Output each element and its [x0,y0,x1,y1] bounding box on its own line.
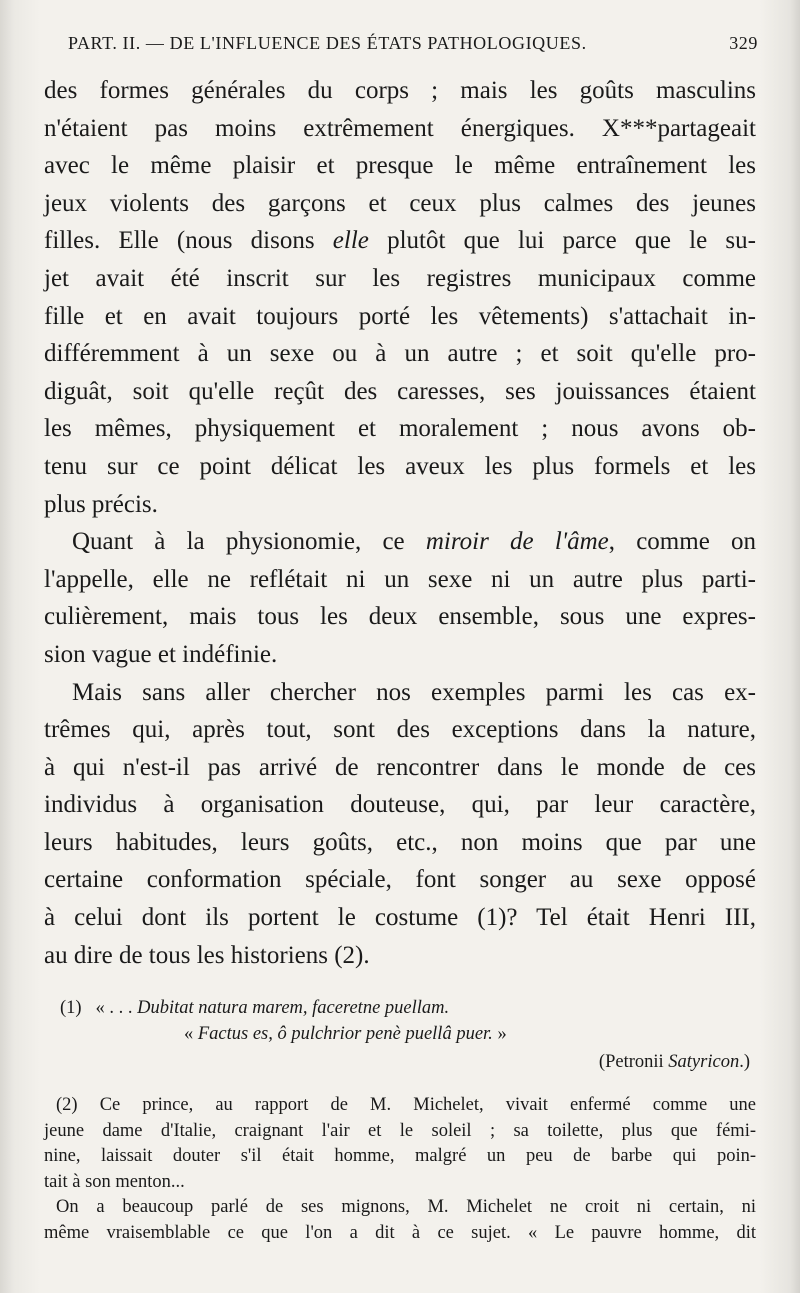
text-line: culièrement, mais tous les deux ensemble, sous une expres- [44,603,756,631]
text-line: trêmes qui, après tout, sont des exceptions dans la nature, [44,716,756,744]
source-title: Satyricon [668,1052,740,1072]
quote-close: » [492,1024,507,1044]
text-line: Mais sans aller chercher nos exemples parmi les cas ex- [72,678,756,706]
page-number: 329 [729,33,758,53]
text-line: au dire de tous les historiens (2). [44,941,370,969]
footnote-1-line-1 [60,995,449,1021]
footnote-2 [44,1093,756,1195]
footnote-line: nine, laissait douter s'il était homme, malgré un peu de barbe qui poin- [44,1146,756,1166]
text-segment: Quant à la physionomie, ce [72,528,426,556]
text-line: individus à organisation douteuse, qui, par leur caractère, [44,791,756,819]
footnote-line: On a beaucoup parlé de ses mignons, M. Michelet ne croit ni certain, ni [56,1197,756,1217]
text-line [44,523,756,561]
text-line: certaine conformation spéciale, font songer au sexe opposé [44,866,756,894]
text-segment: plutôt que lui parce que le su- [368,227,756,255]
text-line: plus précis. [44,490,158,518]
source-text: .) [739,1052,750,1072]
footnote-line: jeune dame d'Italie, craignant l'air et le soleil ; sa toilette, plus que fémi- [44,1120,756,1141]
text-line: sion vague et indéfinie. [44,640,278,668]
main-text [44,72,756,974]
quote-open: « [184,1024,198,1044]
text-line: fille et en avait toujours porté les vêtements) s'attachait in- [44,302,756,330]
text-line: différemment à un sexe ou à un autre ; et soit qu'elle pro- [44,340,756,368]
italic-phrase: miroir de l'âme [425,528,609,556]
footnote-line: tait à son menton... [44,1171,185,1192]
footnote-line: (2) Ce prince, au rapport de M. Michelet, vivait enfermé comme une [56,1095,756,1115]
text-segment: , comme on [608,528,756,556]
latin-verse: Factus es, ô pulchrior penè puellâ puer. [197,1024,493,1044]
footnote-marker: (1) [60,998,82,1018]
running-title: PART. II. — DE L'INFLUENCE DES ÉTATS PATHOLOGIQUES. [68,33,587,53]
latin-verse: Dubitat natura marem, faceretne puellam. [137,998,450,1018]
text-line: diguât, soit qu'elle reçût des caresses, ses jouissances étaient [44,377,756,405]
text-segment: filles. Elle (nous disons [44,227,333,255]
text-line: l'appelle, elle ne reflétait ni un sexe ni un autre plus parti- [44,565,756,593]
text-line: à celui dont ils portent le costume (1)? Tel était Henri III, [44,904,756,932]
text-line: tenu sur ce point délicat les aveux les plus formels et les [44,452,756,480]
text-line: à qui n'est-il pas arrivé de rencontrer dans le monde de ces [44,753,756,781]
text-line: jet avait été inscrit sur les registres municipaux comme [44,264,756,292]
text-line: des formes générales du corps ; mais les goûts masculins [44,77,756,104]
source-text: (Petronii [598,1052,669,1072]
text-line [44,222,756,260]
text-line: n'étaient pas moins extrêmement énergiques. X***partageait [44,114,756,142]
italic-word: elle [332,227,369,255]
text-line: jeux violents des garçons et ceux plus calmes des jeunes [44,189,756,217]
footnote-1-line-2 [184,1021,507,1047]
quote-open: « . . . [95,998,138,1018]
running-header [68,33,758,63]
footnote-2-continued [44,1195,756,1246]
text-line: les mêmes, physiquement et moralement ; nous avons ob- [44,415,756,443]
footnote-1-source [599,1049,750,1075]
footnote-line: même vraisemblable ce que l'on a dit à ce sujet. « Le pauvre homme, dit [44,1222,756,1243]
text-line: avec le même plaisir et presque le même entraînement les [44,152,756,180]
text-line: leurs habitudes, leurs goûts, etc., non moins que par une [44,828,756,856]
